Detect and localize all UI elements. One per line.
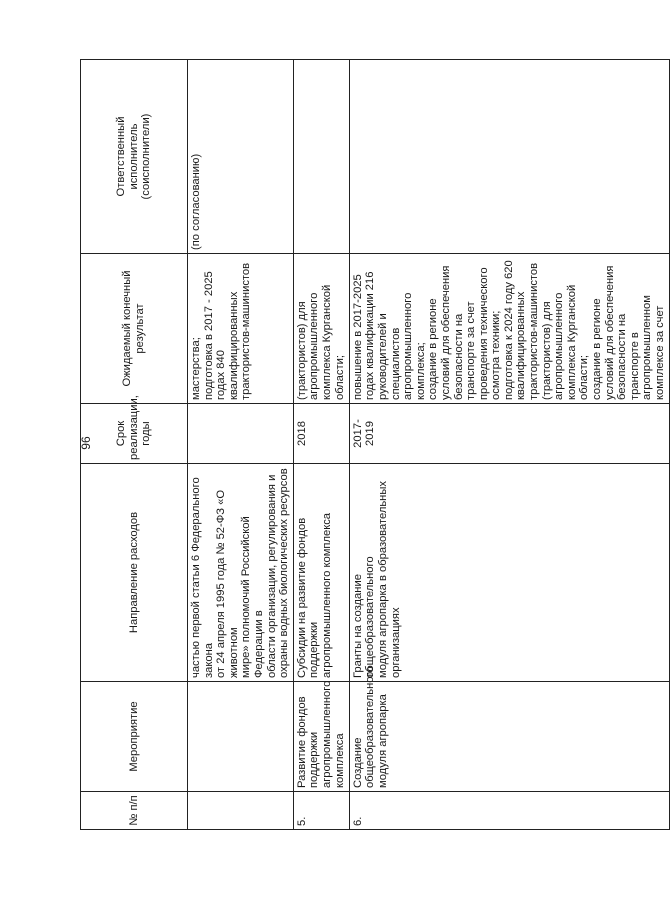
cell-activity <box>188 682 294 792</box>
header-term: Срок реализации, годы <box>81 404 188 464</box>
cell-activity: Создание общеобразовательного модуля агропарка <box>349 682 669 792</box>
cell-responsible <box>293 60 349 254</box>
cell-responsible: (по согласованию) <box>188 60 294 254</box>
table-row <box>188 60 294 830</box>
cell-num: 6. <box>349 792 669 830</box>
cell-term: 2017-2019 <box>349 404 669 464</box>
cell-direction: Гранты на создание общеобразовательного модуля агропарка в образовательных организациях <box>349 464 669 682</box>
table-row <box>349 60 669 830</box>
cell-num <box>188 792 294 830</box>
header-responsible: Ответственный исполнитель (соисполнители) <box>81 60 188 254</box>
cell-activity: Развитие фондов поддержки агропромышленного комплекса <box>293 682 349 792</box>
cell-result: повышение в 2017-2025 годах квалификации 216 руководителей и специалистов агропромышленного комплекса; создание в регионе условий для обеспечения безопасности на транспорте за счет проведения технического осмотра техники; подготовка к 2024 году 620 квалифицированных трактористов-машинистов (трактористов) для агропромышленного комплекса Курганской области; создание в регионе условий для обеспечения безопасности на транспорте в агропромышленном комплексе за счет <box>349 254 669 404</box>
program-table <box>80 59 670 830</box>
header-direction: Направление расходов <box>81 464 188 682</box>
table-row <box>293 60 349 830</box>
page-content <box>80 60 666 830</box>
cell-term <box>188 404 294 464</box>
cell-result: мастерства; подготовка в 2017 - 2025 годах 840 квалифицированных трактористов-машинистов <box>188 254 294 404</box>
cell-num: 5. <box>293 792 349 830</box>
cell-direction: Субсидии на развитие фондов поддержки агропромышленного комплекса <box>293 464 349 682</box>
cell-term: 2018 <box>293 404 349 464</box>
header-activity: Мероприятие <box>81 682 188 792</box>
cell-direction: частью первой статьи 6 Федерального закона от 24 апреля 1995 года № 52-ФЗ «О животном мире» полномочий Российской Федерации в области организации, регулирования и охраны водных биологических ресурсов <box>188 464 294 682</box>
header-num: № п/п <box>81 792 188 830</box>
header-result: Ожидаемый конечный результат <box>81 254 188 404</box>
table-header-row <box>81 60 188 830</box>
page-number: 96 <box>79 436 93 450</box>
cell-responsible <box>349 60 669 254</box>
cell-result: (трактористов) для агропромышленного комплекса Курганской области; <box>293 254 349 404</box>
